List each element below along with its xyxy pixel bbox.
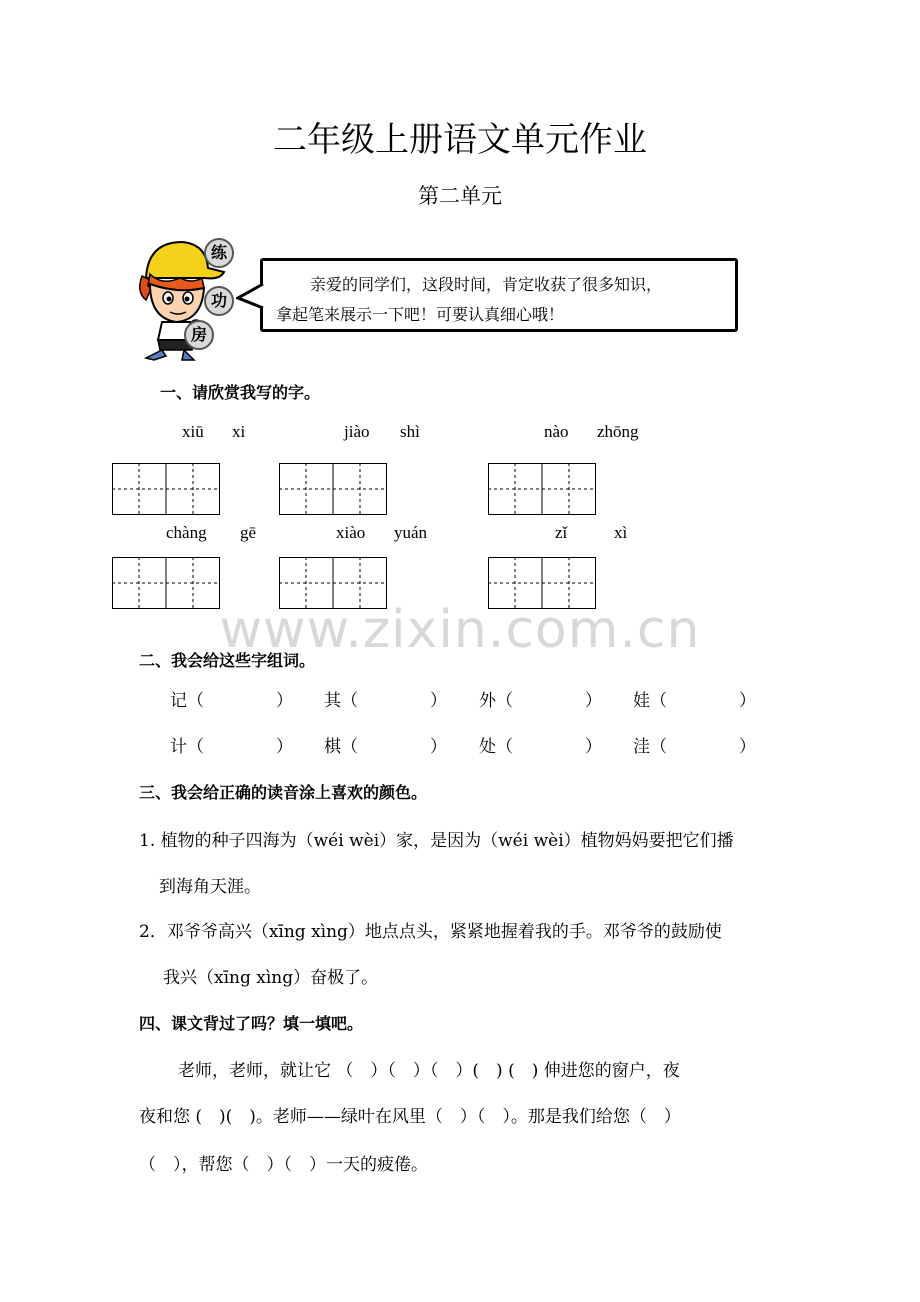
watermark: www.zixin.com.cn xyxy=(219,600,701,660)
pinyin-zhong: zhōng xyxy=(597,422,639,441)
badge-gong: 功 xyxy=(204,286,234,316)
bubble-line-1: 亲爱的同学们，这段时间，肯定收获了很多知识， xyxy=(310,275,663,294)
word-ji: 记（ xyxy=(170,691,204,711)
word-qi: 其（ xyxy=(324,691,358,711)
writing-grid[interactable] xyxy=(488,463,596,515)
pinyin-chang: chàng xyxy=(166,523,207,542)
recite-line-3: （ ），帮您（ ）（ ）一天的疲倦。 xyxy=(139,1155,428,1175)
pinyin-yuan: yuán xyxy=(394,523,428,542)
word-chu-close: ） xyxy=(585,737,602,757)
speech-bubble-text xyxy=(276,270,731,330)
word-qi2: 棋（ xyxy=(324,737,358,757)
word-wai-close: ） xyxy=(585,691,602,711)
pinyin-zi: zǐ xyxy=(555,523,568,542)
section2-heading: 二、我会给这些字组词。 xyxy=(139,651,316,670)
writing-grid[interactable] xyxy=(279,463,387,515)
pinyin-xi2: xì xyxy=(614,523,628,542)
question-1-line-1: 1. 植物的种子四海为（wéi wèi）家，是因为（wéi wèi）植物妈妈要把它们播 xyxy=(139,831,734,851)
question-1-line-2: 到海角天涯。 xyxy=(159,877,261,897)
word-qi2-close: ） xyxy=(430,737,447,757)
word-wa2: 洼（ xyxy=(633,737,667,757)
section4-heading: 四、课文背过了吗？填一填吧。 xyxy=(139,1014,364,1033)
recite-line-1: 老师，老师，就让它 （ ）（ ）（ ）( ) ( ) 伸进您的窗户，夜 xyxy=(178,1061,680,1081)
page-subtitle: 第二单元 xyxy=(418,184,502,208)
word-ji2-close: ） xyxy=(276,737,293,757)
pinyin-jiao: jiào xyxy=(344,422,370,441)
writing-grid[interactable] xyxy=(112,463,220,515)
word-wa2-close: ） xyxy=(739,737,756,757)
word-wa-close: ） xyxy=(739,691,756,711)
word-wai: 外（ xyxy=(479,691,513,711)
section3-heading: 三、我会给正确的读音涂上喜欢的颜色。 xyxy=(139,783,428,802)
pinyin-xi: xi xyxy=(232,422,246,441)
badge-fang: 房 xyxy=(184,320,214,350)
word-qi-close: ） xyxy=(430,691,447,711)
page-title: 二年级上册语文单元作业 xyxy=(273,120,647,160)
badge-lian: 练 xyxy=(204,238,234,268)
word-chu: 处（ xyxy=(479,737,513,757)
bubble-line-2: 拿起笔来展示一下吧！可要认真细心哦！ xyxy=(276,305,565,324)
question-2-line-2: 我兴（xīng xìng）奋极了。 xyxy=(163,968,379,988)
pinyin-ge: gē xyxy=(240,523,257,542)
recite-line-2: 夜和您 ( )( )。老师——绿叶在风里（ ）（ ）。那是我们给您（ ） xyxy=(139,1107,681,1127)
pinyin-nao: nào xyxy=(544,422,569,441)
word-ji-close: ） xyxy=(276,691,293,711)
pinyin-xiao: xiào xyxy=(336,523,366,542)
pinyin-shi: shì xyxy=(400,422,420,441)
question-2-line-1: 2．邓爷爷高兴（xīng xìng）地点点头，紧紧地握着我的手。邓爷爷的鼓励使 xyxy=(139,922,722,942)
speech-bubble-tail xyxy=(236,282,266,312)
section1-heading: 一、请欣赏我写的字。 xyxy=(160,383,321,402)
word-wa: 娃（ xyxy=(633,691,667,711)
word-ji2: 计（ xyxy=(170,737,204,757)
pinyin-xiu: xiū xyxy=(182,422,204,441)
